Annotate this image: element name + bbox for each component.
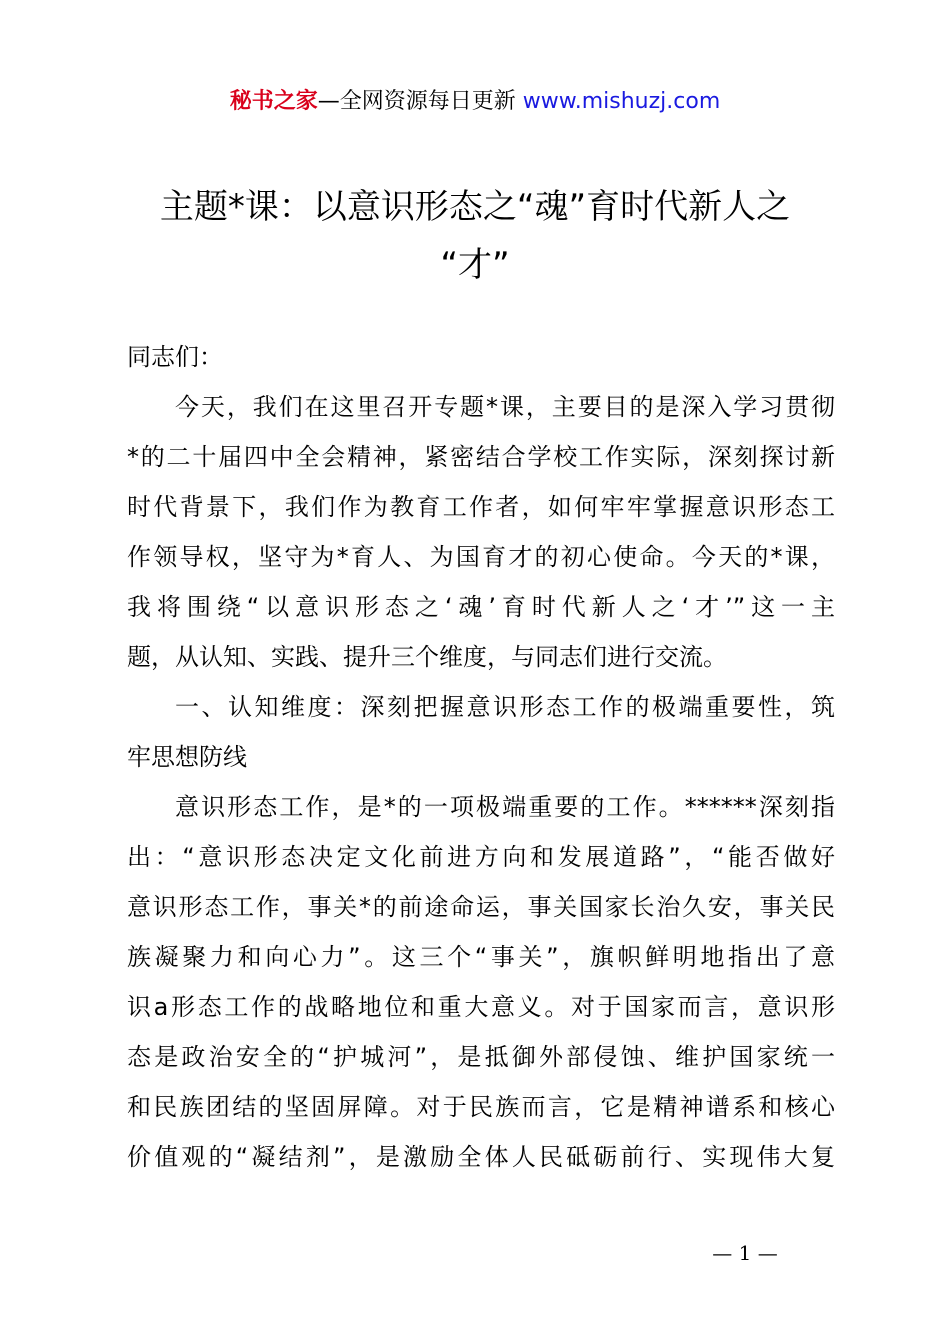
paragraph-line: *的二十届四中全会精神，紧密结合学校工作实际，深刻探讨新 <box>127 443 835 471</box>
site-link[interactable]: www.mishuzj.com <box>522 89 721 114</box>
site-header <box>0 86 950 118</box>
section-heading-line: 一、认知维度：深刻把握意识形态工作的极端重要性，筑 <box>175 693 835 721</box>
paragraph-line: 今天，我们在这里召开专题*课，主要目的是深入学习贯彻 <box>175 393 835 421</box>
paragraph-line: 族凝聚力和向心力”。这三个“事关”，旗帜鲜明地指出了意 <box>127 943 835 971</box>
greeting: 同志们： <box>127 343 223 371</box>
paragraph-line: 价值观的“凝结剂”，是激励全体人民砥砺前行、实现伟大复 <box>127 1143 835 1171</box>
paragraph-line: 出：“意识形态决定文化前进方向和发展道路”，“能否做好 <box>127 843 835 871</box>
document-body <box>127 332 835 1182</box>
paragraph-line: 时代背景下，我们作为教育工作者，如何牢牢掌握意识形态工 <box>127 493 835 521</box>
header-tagline: —全网资源每日更新 <box>317 89 523 114</box>
paragraph-line: 题，从认知、实践、提升三个维度，与同志们进行交流。 <box>127 643 727 671</box>
paragraph-line: 和民族团结的坚固屏障。对于民族而言，它是精神谱系和核心 <box>127 1093 835 1121</box>
title-line-2: “才” <box>440 245 510 285</box>
paragraph-line: 意识形态工作，是*的一项极端重要的工作。******深刻指 <box>175 793 835 821</box>
paragraph-line: 态是政治安全的“护城河”，是抵御外部侵蚀、维护国家统一 <box>127 1043 835 1071</box>
document-title <box>118 178 832 294</box>
page-number: — 1 — <box>712 1241 778 1265</box>
title-line-1: 主题*课：以意识形态之“魂”育时代新人之 <box>159 187 791 227</box>
brand-name: 秘书之家 <box>229 89 318 114</box>
section-heading-line: 牢思想防线 <box>127 743 247 771</box>
paragraph-line: 我将围绕“以意识形态之‘魂’育时代新人之‘才’”这一主 <box>127 593 835 621</box>
paragraph-line: 作领导权，坚守为*育人、为国育才的初心使命。今天的*课， <box>127 543 835 571</box>
paragraph-line: 意识形态工作，事关*的前途命运，事关国家长治久安，事关民 <box>127 893 835 921</box>
paragraph-line: 识a形态工作的战略地位和重大意义。对于国家而言，意识形 <box>127 993 835 1021</box>
